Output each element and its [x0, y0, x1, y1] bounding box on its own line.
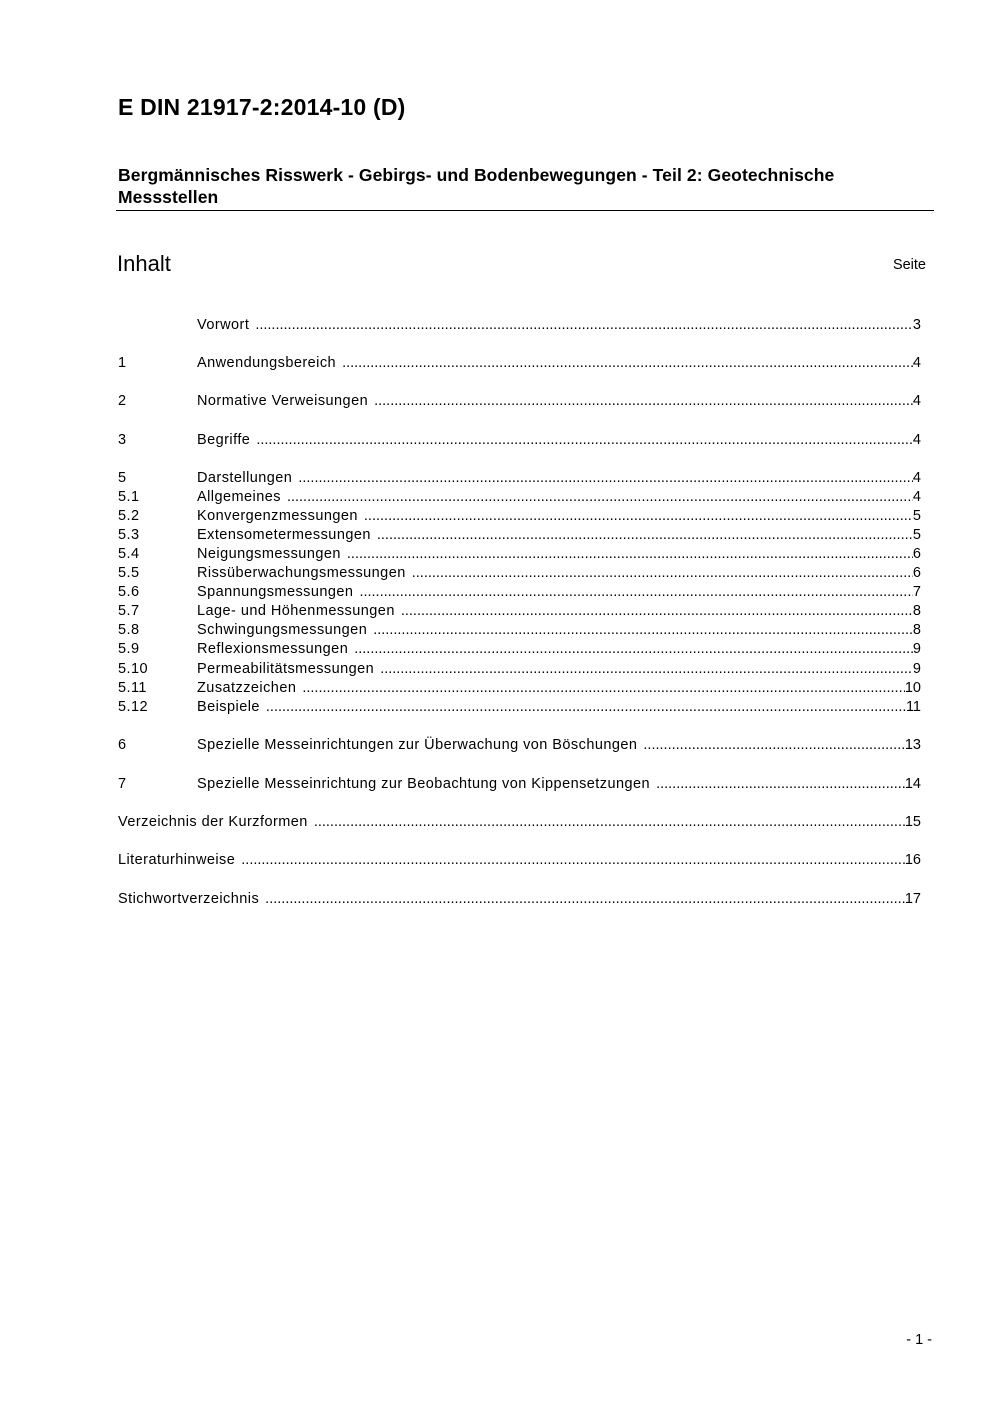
toc-leader-dots: [287, 488, 913, 507]
toc-entry-page: 6: [912, 546, 921, 562]
toc-entry-page: 4: [912, 489, 921, 505]
toc-entry-title: Zusatzzeichen: [197, 680, 297, 696]
toc-entry-page: 17: [904, 891, 921, 907]
toc-entry-title: Anwendungsbereich: [197, 355, 337, 371]
toc-entry-7[interactable]: [118, 775, 921, 794]
toc-entry-title: Darstellungen: [197, 470, 293, 486]
toc-entry-3[interactable]: [118, 431, 921, 450]
toc-leader-dots: [656, 775, 905, 794]
toc-leader-dots: [412, 564, 913, 583]
page-number: - 1 -: [906, 1332, 932, 1348]
toc-entry-page: 14: [904, 776, 921, 792]
toc-entry-5-12[interactable]: [118, 698, 921, 717]
toc-leader-dots: [377, 526, 913, 545]
toc-entry-5-2[interactable]: [118, 507, 921, 526]
toc-entry-number: 5.6: [118, 584, 140, 600]
toc-entry-number: 5.2: [118, 508, 140, 524]
toc-entry-title: Neigungsmessungen: [197, 546, 341, 562]
toc-entry-title: Spezielle Messeinrichtungen zur Überwachung von Böschungen: [197, 737, 638, 753]
toc-entry-page: 5: [912, 527, 921, 543]
toc-entry-number: 5.8: [118, 622, 140, 638]
toc-entry-page: 13: [904, 737, 921, 753]
toc-entry-5-1[interactable]: [118, 488, 921, 507]
toc-entry-page: 9: [912, 641, 921, 657]
toc-leader-dots: [347, 545, 913, 564]
document-title: Bergmännisches Risswerk - Gebirgs- und Bodenbewegungen - Teil 2: Geotechnische Messstellen: [118, 165, 835, 207]
toc-entry-title: Beispiele: [197, 699, 260, 715]
toc-entry-5-4[interactable]: [118, 545, 921, 564]
toc-entry-title: Vorwort: [197, 317, 250, 333]
toc-entry-title: Normative Verweisungen: [197, 393, 369, 409]
toc-entry-5-8[interactable]: [118, 621, 921, 640]
toc-entry-page: 15: [904, 814, 921, 830]
toc-entry-title: Verzeichnis der Kurzformen: [118, 814, 308, 830]
toc-leader-dots: [354, 640, 913, 659]
toc-entry-5-6[interactable]: [118, 583, 921, 602]
toc-entry-5-11[interactable]: [118, 679, 921, 698]
toc-leader-dots: [364, 507, 913, 526]
toc-entry-page: 11: [905, 699, 921, 715]
toc-leader-dots: [265, 890, 905, 909]
toc-entry-5-10[interactable]: [118, 660, 921, 679]
toc-entry-number: 5: [118, 470, 127, 486]
toc-entry-5-9[interactable]: [118, 640, 921, 659]
toc-entry-page: 10: [904, 680, 921, 696]
toc-entry-page: 9: [912, 661, 921, 677]
toc-entry-number: 5.9: [118, 641, 140, 657]
toc-leader-dots: [373, 621, 913, 640]
toc-entry-page: 4: [912, 432, 921, 448]
toc-entry-number: 7: [118, 776, 127, 792]
toc-entry-title: Reflexionsmessungen: [197, 641, 349, 657]
toc-entry-title: Konvergenzmessungen: [197, 508, 358, 524]
toc-entry-5-5[interactable]: [118, 564, 921, 583]
toc-entry-number: 6: [118, 737, 127, 753]
toc-entry-title: Stichwortverzeichnis: [118, 891, 260, 907]
toc-entry-1[interactable]: [118, 354, 921, 373]
toc-entry-6[interactable]: [118, 736, 921, 755]
toc-entry-title: Extensometermessungen: [197, 527, 371, 543]
toc-entry-5-3[interactable]: [118, 526, 921, 545]
toc-leader-dots: [255, 316, 913, 335]
toc-entry-number: 5.5: [118, 565, 140, 581]
toc-entry-title: Rissüberwachungsmessungen: [197, 565, 406, 581]
toc-entry-title: Lage- und Höhenmessungen: [197, 603, 395, 619]
toc-entry-number: 5.10: [118, 661, 149, 677]
toc-leader-dots: [298, 469, 913, 488]
toc-leader-dots: [256, 431, 913, 450]
toc-leader-dots: [266, 698, 906, 717]
toc-entry-number: 5.4: [118, 546, 140, 562]
toc-entry-number: 3: [118, 432, 127, 448]
toc-entry-number: 5.7: [118, 603, 140, 619]
toc-entry-page: 6: [912, 565, 921, 581]
toc-entry-stichwortverzeichnis[interactable]: [118, 890, 921, 909]
toc-heading: Inhalt: [117, 251, 171, 276]
toc-entry-5[interactable]: [118, 469, 921, 488]
toc-entry-number: 5.12: [118, 699, 149, 715]
toc-entry-title: Allgemeines: [197, 489, 281, 505]
toc-entry-number: 2: [118, 393, 127, 409]
toc-leader-dots: [241, 851, 905, 870]
toc-entry-page: 4: [912, 355, 921, 371]
toc-leader-dots: [374, 392, 913, 411]
page-column-label: Seite: [892, 257, 926, 273]
toc-entry-page: 8: [912, 603, 921, 619]
toc-entry-page: 16: [904, 852, 921, 868]
toc-entry-title: Schwingungsmessungen: [197, 622, 368, 638]
toc-entry-5-7[interactable]: [118, 602, 921, 621]
toc-entry-vorwort[interactable]: [118, 316, 921, 335]
toc-leader-dots: [359, 583, 912, 602]
toc-entry-kurzformen[interactable]: [118, 813, 921, 832]
toc-entry-page: 8: [912, 622, 921, 638]
toc-leader-dots: [401, 602, 913, 621]
toc-entry-page: 7: [912, 584, 921, 600]
toc-leader-dots: [342, 354, 913, 373]
toc-entry-title: Spannungsmessungen: [197, 584, 354, 600]
toc-entry-number: 5.1: [118, 489, 140, 505]
toc-entry-page: 4: [912, 470, 921, 486]
toc-leader-dots: [380, 660, 913, 679]
toc-entry-literaturhinweise[interactable]: [118, 851, 921, 870]
toc-entry-number: 5.11: [118, 680, 147, 696]
toc-leader-dots: [302, 679, 905, 698]
toc-entry-title: Literaturhinweise: [118, 852, 236, 868]
toc-leader-dots: [314, 813, 905, 832]
toc-entry-title: Begriffe: [197, 432, 251, 448]
toc-leader-dots: [643, 736, 904, 755]
toc-entry-page: 4: [912, 393, 921, 409]
toc-entry-page: 5: [912, 508, 921, 524]
toc-entry-2[interactable]: [118, 392, 921, 411]
toc-entry-page: 3: [912, 317, 921, 333]
toc-entry-title: Spezielle Messeinrichtung zur Beobachtung von Kippensetzungen: [197, 776, 651, 792]
title-divider: [116, 210, 934, 211]
toc-entry-title: Permeabilitätsmessungen: [197, 661, 375, 677]
document-id: E DIN 21917-2:2014-10 (D): [118, 94, 406, 120]
toc-entry-number: 1: [118, 355, 127, 371]
toc-entry-number: 5.3: [118, 527, 140, 543]
